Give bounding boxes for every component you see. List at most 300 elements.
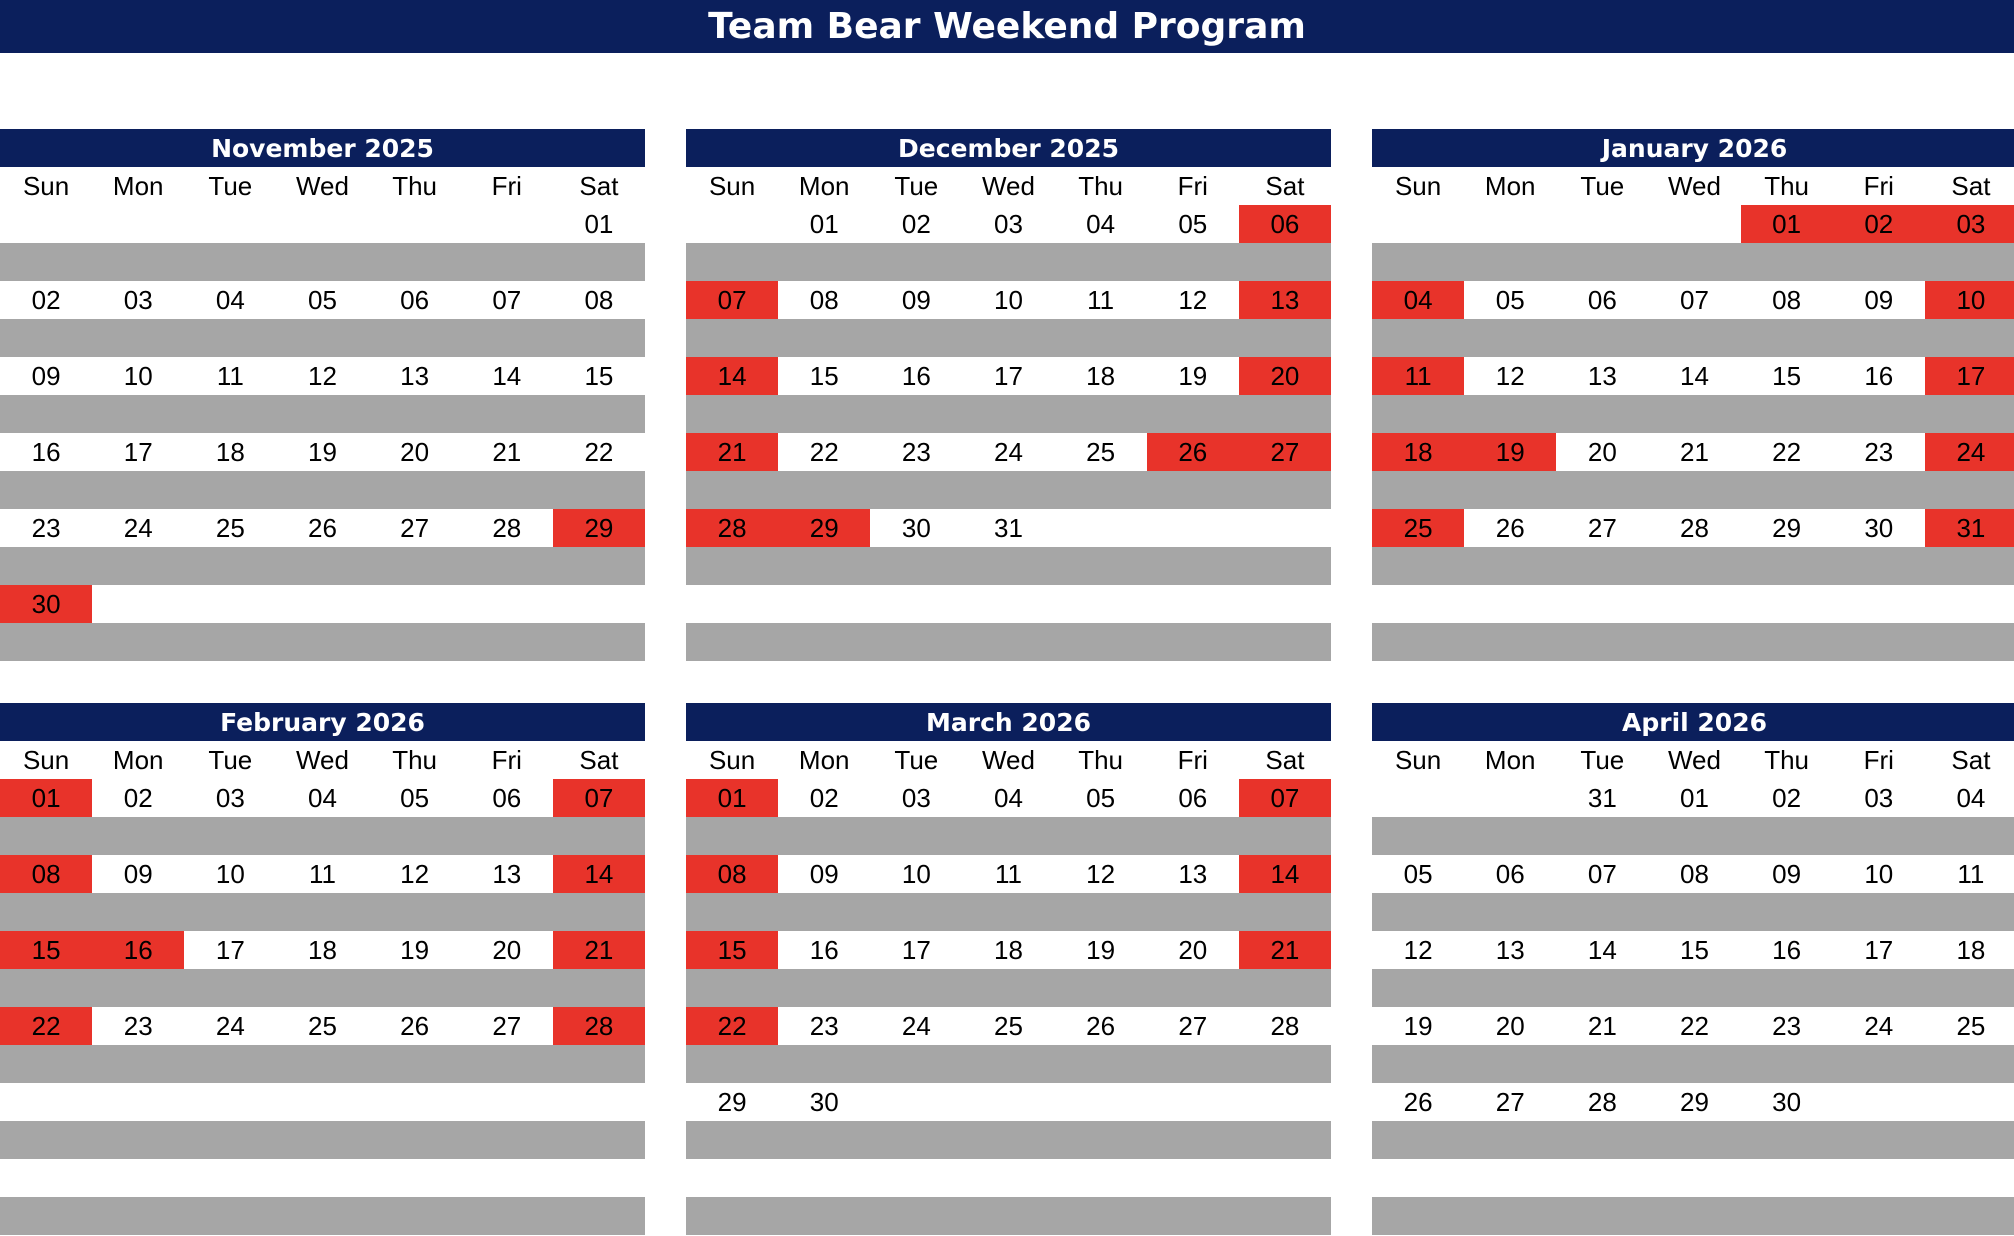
day-cell: 06 — [1178, 782, 1208, 813]
day-cell — [92, 205, 184, 243]
day-cell: 01 — [584, 208, 614, 239]
day-cell: 09 — [1864, 284, 1894, 315]
highlighted-day-cell: 21 — [553, 931, 645, 969]
day-cell: 15 — [1680, 934, 1709, 965]
day-cell: 12 — [1178, 284, 1208, 315]
week-row — [0, 357, 645, 395]
weekday-label: Sun — [1394, 744, 1442, 775]
highlighted-day-cell: 25 — [1372, 509, 1464, 547]
weekday-label: Fri — [491, 170, 522, 201]
day-cell: 30 — [901, 512, 931, 543]
week-row — [686, 779, 1331, 817]
day-cell: 17 — [901, 934, 931, 965]
day-cell: 09 — [901, 284, 931, 315]
day-cell: 29 — [1680, 1086, 1709, 1117]
highlighted-day-cell: 10 — [1925, 281, 2014, 319]
day-cell: 17 — [994, 360, 1023, 391]
day-cell — [1239, 1159, 1331, 1197]
weekday-label: Mon — [798, 170, 850, 201]
weekday-label: Sun — [1394, 170, 1442, 201]
day-cell: 27 — [1178, 1010, 1208, 1041]
day-cell: 08 — [1772, 284, 1802, 315]
day-cell — [1372, 779, 1464, 817]
day-cell: 10 — [123, 360, 153, 391]
highlighted-day-cell: 21 — [1239, 931, 1331, 969]
day-cell: 26 — [1086, 1010, 1116, 1041]
day-cell: 20 — [492, 934, 522, 965]
day-cell — [686, 1159, 778, 1197]
day-cell — [461, 205, 553, 243]
day-cell: 13 — [492, 858, 522, 889]
notes-row — [1372, 969, 2014, 1007]
week-row — [0, 205, 645, 243]
day-cell: 21 — [1587, 1010, 1617, 1041]
highlighted-day-cell: 28 — [553, 1007, 645, 1045]
day-cell — [1372, 585, 1464, 623]
day-cell: 16 — [901, 360, 931, 391]
weekday-label: Fri — [1863, 744, 1894, 775]
day-cell: 08 — [809, 284, 839, 315]
day-cell: 03 — [1864, 782, 1894, 813]
week-row — [686, 509, 1331, 547]
weekday-label: Wed — [981, 170, 1035, 201]
highlighted-day-cell: 20 — [1239, 357, 1331, 395]
day-cell: 02 — [1772, 782, 1802, 813]
day-cell — [461, 1159, 553, 1197]
day-cell: 31 — [994, 512, 1023, 543]
day-cell — [1239, 585, 1331, 623]
notes-row — [1372, 893, 2014, 931]
day-cell: 01 — [809, 208, 839, 239]
day-cell: 07 — [1587, 858, 1617, 889]
weekday-label: Sun — [22, 744, 70, 775]
day-cell: 30 — [1772, 1086, 1802, 1117]
day-cell: 23 — [1864, 436, 1894, 467]
day-cell — [276, 1083, 368, 1121]
day-cell: 13 — [400, 360, 430, 391]
day-cell: 14 — [1587, 934, 1617, 965]
weekday-label: Thu — [392, 170, 438, 201]
day-cell: 20 — [400, 436, 430, 467]
day-cell — [870, 1159, 962, 1197]
day-cell: 09 — [123, 858, 153, 889]
week-row — [0, 931, 645, 969]
day-cell — [0, 1083, 92, 1121]
notes-row — [1372, 1197, 2014, 1235]
weekday-label: Thu — [1078, 744, 1124, 775]
notes-row — [0, 1045, 645, 1083]
day-cell: 13 — [1178, 858, 1208, 889]
week-row — [0, 433, 645, 471]
day-cell: 22 — [584, 436, 614, 467]
week-row — [686, 1007, 1331, 1045]
day-cell: 30 — [1864, 512, 1894, 543]
weekday-label: Mon — [798, 744, 850, 775]
day-cell — [369, 1083, 461, 1121]
day-cell: 24 — [1864, 1010, 1894, 1041]
notes-row — [0, 1121, 645, 1159]
notes-row — [1372, 623, 2014, 661]
highlighted-day-cell: 08 — [0, 855, 92, 893]
week-row — [1372, 281, 2014, 319]
week-row — [1372, 205, 2014, 243]
day-cell: 19 — [1178, 360, 1208, 391]
day-cell: 25 — [994, 1010, 1023, 1041]
day-cell — [1239, 1083, 1331, 1121]
day-cell: 05 — [308, 284, 337, 315]
day-cell — [1055, 1083, 1147, 1121]
notes-row — [1372, 243, 2014, 281]
month-header: April 2026 — [1372, 703, 2014, 741]
month-december-2025 — [686, 129, 1331, 661]
day-cell: 28 — [1270, 1010, 1300, 1041]
week-row — [1372, 357, 2014, 395]
day-cell: 09 — [809, 858, 839, 889]
day-cell: 07 — [492, 284, 522, 315]
day-cell: 24 — [215, 1010, 245, 1041]
day-cell: 22 — [809, 436, 839, 467]
weekday-label: Tue — [1580, 170, 1625, 201]
day-cell: 02 — [123, 782, 153, 813]
day-cell — [1147, 509, 1239, 547]
day-cell: 06 — [1587, 284, 1617, 315]
day-cell: 20 — [1178, 934, 1208, 965]
day-cell — [1464, 779, 1556, 817]
month-february-2026 — [0, 703, 645, 1235]
day-cell — [0, 1159, 92, 1197]
day-cell: 28 — [1680, 512, 1709, 543]
highlighted-day-cell: 24 — [1925, 433, 2014, 471]
day-cell: 25 — [1956, 1010, 1986, 1041]
day-cell: 25 — [308, 1010, 337, 1041]
notes-row — [686, 395, 1331, 433]
weekday-label: Thu — [1764, 744, 1810, 775]
day-cell — [778, 585, 870, 623]
day-cell: 23 — [901, 436, 931, 467]
day-cell — [1833, 585, 1925, 623]
highlighted-day-cell: 14 — [553, 855, 645, 893]
highlighted-day-cell: 22 — [0, 1007, 92, 1045]
day-cell: 05 — [1495, 284, 1525, 315]
day-cell: 07 — [1680, 284, 1709, 315]
notes-row — [686, 471, 1331, 509]
day-cell: 18 — [994, 934, 1023, 965]
month-march-2026 — [686, 703, 1331, 1235]
notes-row — [686, 547, 1331, 585]
day-cell — [1833, 1159, 1925, 1197]
day-cell — [686, 585, 778, 623]
day-cell: 21 — [492, 436, 522, 467]
day-cell — [92, 1083, 184, 1121]
weekday-label: Sat — [1951, 744, 1991, 775]
weekday-header-row — [686, 741, 1331, 779]
day-cell: 12 — [308, 360, 337, 391]
weekday-label: Sun — [708, 744, 756, 775]
week-row — [686, 1159, 1331, 1197]
day-cell: 06 — [400, 284, 430, 315]
day-cell: 28 — [1587, 1086, 1617, 1117]
day-cell: 27 — [1495, 1086, 1525, 1117]
week-row — [0, 855, 645, 893]
day-cell: 23 — [31, 512, 61, 543]
week-row — [1372, 585, 2014, 623]
day-cell — [1648, 205, 1740, 243]
day-cell: 02 — [809, 782, 839, 813]
weekday-label: Thu — [1764, 170, 1810, 201]
day-cell: 04 — [1086, 208, 1116, 239]
day-cell: 04 — [1956, 782, 1986, 813]
notes-row — [0, 969, 645, 1007]
highlighted-day-cell: 01 — [686, 779, 778, 817]
day-cell — [686, 205, 778, 243]
highlighted-day-cell: 18 — [1372, 433, 1464, 471]
highlighted-day-cell: 31 — [1925, 509, 2014, 547]
notes-row — [1372, 471, 2014, 509]
week-row — [0, 779, 645, 817]
weekday-label: Sat — [579, 170, 619, 201]
weekday-label: Sat — [1265, 170, 1305, 201]
highlighted-day-cell: 15 — [0, 931, 92, 969]
notes-row — [686, 817, 1331, 855]
day-cell: 25 — [215, 512, 245, 543]
highlighted-day-cell: 19 — [1464, 433, 1556, 471]
day-cell — [1556, 1159, 1648, 1197]
notes-row — [686, 623, 1331, 661]
day-cell — [92, 1159, 184, 1197]
weekday-label: Fri — [1177, 744, 1208, 775]
day-cell — [962, 1159, 1054, 1197]
day-cell: 12 — [1495, 360, 1525, 391]
highlighted-day-cell: 03 — [1925, 205, 2014, 243]
day-cell: 24 — [994, 436, 1023, 467]
day-cell — [778, 1159, 870, 1197]
day-cell: 02 — [901, 208, 931, 239]
day-cell: 10 — [1864, 858, 1894, 889]
day-cell: 20 — [1495, 1010, 1525, 1041]
day-cell — [461, 585, 553, 623]
day-cell — [92, 585, 184, 623]
day-cell — [1055, 509, 1147, 547]
weekday-label: Tue — [1580, 744, 1625, 775]
day-cell — [1055, 585, 1147, 623]
day-cell — [962, 1083, 1054, 1121]
weekday-label: Wed — [1667, 170, 1721, 201]
notes-row — [0, 319, 645, 357]
day-cell: 05 — [1403, 858, 1433, 889]
weekday-label: Wed — [981, 744, 1035, 775]
day-cell: 05 — [1178, 208, 1208, 239]
day-cell: 23 — [809, 1010, 839, 1041]
day-cell: 31 — [1587, 782, 1617, 813]
month-header: December 2025 — [686, 129, 1331, 167]
day-cell: 06 — [1495, 858, 1525, 889]
day-cell — [184, 585, 276, 623]
day-cell: 19 — [1403, 1010, 1433, 1041]
day-cell — [1147, 1083, 1239, 1121]
month-header: February 2026 — [0, 703, 645, 741]
week-row — [686, 931, 1331, 969]
notes-row — [1372, 1045, 2014, 1083]
day-cell — [276, 205, 368, 243]
highlighted-day-cell: 07 — [1239, 779, 1331, 817]
day-cell: 16 — [31, 436, 61, 467]
day-cell: 17 — [215, 934, 245, 965]
day-cell — [1464, 1159, 1556, 1197]
highlighted-day-cell: 29 — [553, 509, 645, 547]
month-header: January 2026 — [1372, 129, 2014, 167]
notes-row — [686, 893, 1331, 931]
highlighted-day-cell: 07 — [686, 281, 778, 319]
day-cell: 25 — [1086, 436, 1116, 467]
day-cell: 13 — [1587, 360, 1617, 391]
day-cell: 18 — [308, 934, 337, 965]
highlighted-day-cell: 27 — [1239, 433, 1331, 471]
notes-row — [0, 547, 645, 585]
notes-row — [0, 395, 645, 433]
highlighted-day-cell: 07 — [553, 779, 645, 817]
day-cell: 16 — [809, 934, 839, 965]
week-row — [0, 1083, 645, 1121]
day-cell: 05 — [400, 782, 430, 813]
day-cell — [184, 205, 276, 243]
month-header: March 2026 — [686, 703, 1331, 741]
day-cell — [553, 1159, 645, 1197]
page-title: Team Bear Weekend Program — [0, 0, 2014, 53]
week-row — [686, 357, 1331, 395]
day-cell: 03 — [123, 284, 153, 315]
day-cell: 26 — [1495, 512, 1525, 543]
day-cell — [276, 1159, 368, 1197]
day-cell: 24 — [123, 512, 153, 543]
day-cell: 13 — [1495, 934, 1525, 965]
day-cell — [276, 585, 368, 623]
day-cell: 11 — [1957, 858, 1985, 889]
day-cell — [1925, 585, 2014, 623]
day-cell — [1648, 585, 1740, 623]
notes-row — [1372, 547, 2014, 585]
day-cell: 10 — [901, 858, 931, 889]
day-cell: 06 — [492, 782, 522, 813]
day-cell: 19 — [1086, 934, 1116, 965]
highlighted-day-cell: 26 — [1147, 433, 1239, 471]
weekday-header-row — [1372, 741, 2014, 779]
day-cell: 23 — [1772, 1010, 1802, 1041]
week-row — [1372, 1159, 2014, 1197]
day-cell — [870, 1083, 962, 1121]
day-cell — [1648, 1159, 1740, 1197]
highlighted-day-cell: 21 — [686, 433, 778, 471]
day-cell: 15 — [584, 360, 614, 391]
weekday-label: Sat — [579, 744, 619, 775]
day-cell: 12 — [1403, 934, 1433, 965]
weekday-label: Wed — [295, 170, 349, 201]
day-cell: 26 — [1403, 1086, 1433, 1117]
notes-row — [0, 623, 645, 661]
highlighted-day-cell: 22 — [686, 1007, 778, 1045]
day-cell: 03 — [994, 208, 1023, 239]
day-cell: 18 — [1956, 934, 1986, 965]
day-cell — [1925, 1159, 2014, 1197]
highlighted-day-cell: 17 — [1925, 357, 2014, 395]
day-cell — [461, 1083, 553, 1121]
week-row — [1372, 1083, 2014, 1121]
weekday-label: Tue — [894, 170, 939, 201]
day-cell: 29 — [1772, 512, 1802, 543]
day-cell: 12 — [1086, 858, 1116, 889]
day-cell — [1372, 1159, 1464, 1197]
day-cell: 04 — [215, 284, 245, 315]
day-cell: 10 — [215, 858, 245, 889]
day-cell — [1464, 205, 1556, 243]
notes-row — [0, 893, 645, 931]
weekday-label: Thu — [392, 744, 438, 775]
week-row — [686, 433, 1331, 471]
day-cell: 03 — [215, 782, 245, 813]
day-cell: 16 — [1864, 360, 1894, 391]
day-cell — [184, 1159, 276, 1197]
week-row — [0, 1159, 645, 1197]
day-cell: 19 — [308, 436, 337, 467]
day-cell: 12 — [400, 858, 430, 889]
day-cell: 03 — [901, 782, 931, 813]
notes-row — [1372, 395, 2014, 433]
weekday-label: Mon — [112, 170, 164, 201]
weekday-label: Sat — [1265, 744, 1305, 775]
notes-row — [686, 969, 1331, 1007]
week-row — [0, 1007, 645, 1045]
day-cell: 26 — [400, 1010, 430, 1041]
weekday-label: Fri — [491, 744, 522, 775]
highlighted-day-cell: 30 — [0, 585, 92, 623]
weekday-label: Sat — [1951, 170, 1991, 201]
weekday-label: Fri — [1863, 170, 1894, 201]
day-cell: 24 — [901, 1010, 931, 1041]
highlighted-day-cell: 06 — [1239, 205, 1331, 243]
day-cell: 28 — [492, 512, 522, 543]
highlighted-day-cell: 29 — [778, 509, 870, 547]
day-cell — [0, 205, 92, 243]
day-cell — [1372, 205, 1464, 243]
day-cell — [1741, 1159, 1833, 1197]
day-cell: 14 — [1680, 360, 1709, 391]
day-cell: 22 — [1772, 436, 1802, 467]
highlighted-day-cell: 08 — [686, 855, 778, 893]
notes-row — [0, 817, 645, 855]
day-cell — [870, 585, 962, 623]
day-cell: 30 — [809, 1086, 839, 1117]
month-november-2025 — [0, 129, 645, 661]
week-row — [1372, 433, 2014, 471]
week-row — [686, 1083, 1331, 1121]
day-cell: 11 — [994, 858, 1022, 889]
weekday-label: Mon — [112, 744, 164, 775]
day-cell: 11 — [216, 360, 244, 391]
day-cell: 17 — [1864, 934, 1894, 965]
day-cell: 26 — [308, 512, 337, 543]
weekday-header-row — [1372, 167, 2014, 205]
notes-row — [686, 1045, 1331, 1083]
day-cell: 17 — [123, 436, 153, 467]
day-cell: 20 — [1587, 436, 1617, 467]
day-cell — [184, 1083, 276, 1121]
weekday-header-row — [0, 741, 645, 779]
notes-row — [686, 319, 1331, 357]
weekday-label: Wed — [295, 744, 349, 775]
month-january-2026 — [1372, 129, 2014, 661]
day-cell: 21 — [1680, 436, 1709, 467]
notes-row — [0, 471, 645, 509]
day-cell: 09 — [31, 360, 61, 391]
